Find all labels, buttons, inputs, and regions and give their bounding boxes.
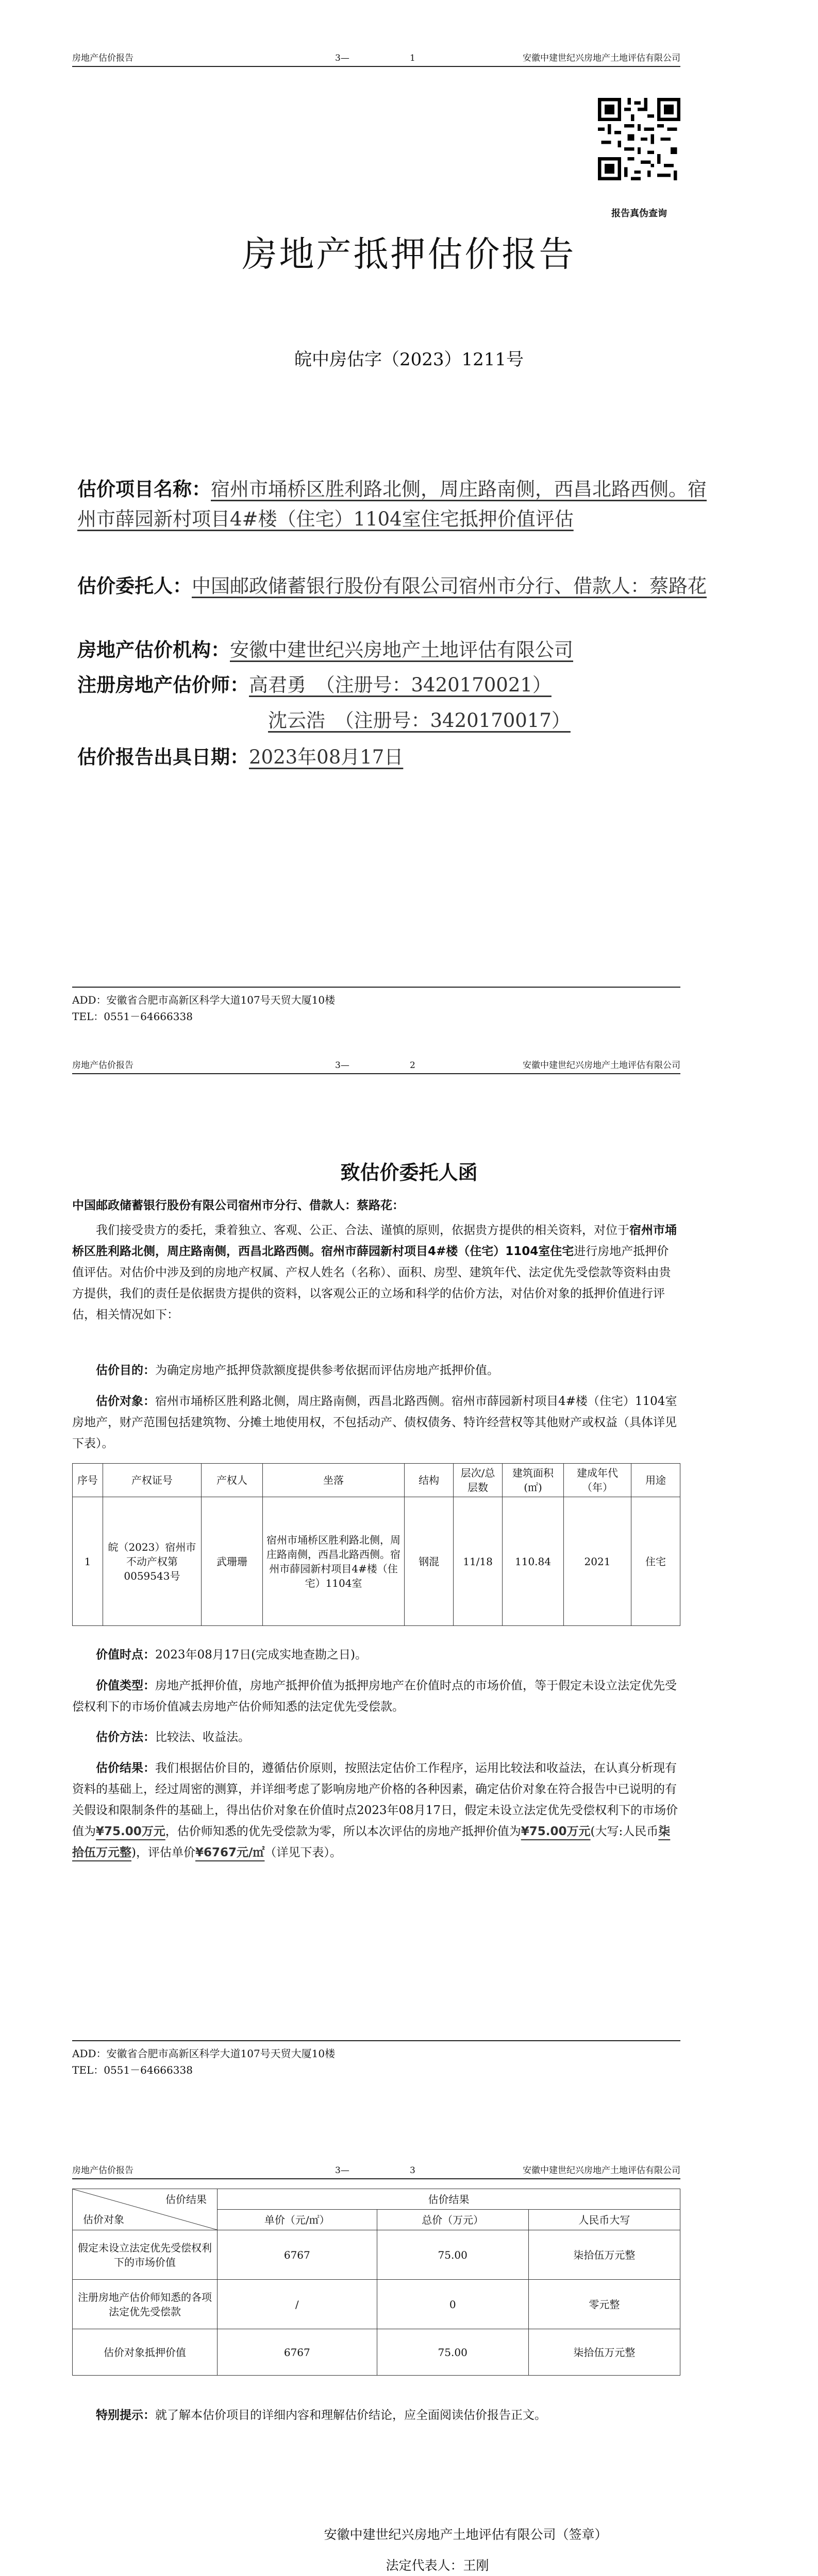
client-row <box>77 571 716 601</box>
company-seal-line: 安徽中建世纪兴房地产土地评估有限公司（签章） <box>324 2527 608 2542</box>
col-header-total: 总价（万元） <box>377 2210 528 2230</box>
corner-result-label: 估价结果 <box>165 2193 207 2206</box>
client-label: 估价委托人： <box>77 574 192 597</box>
issue-date-label: 估价报告出具日期： <box>77 745 249 768</box>
mortgage-value: ¥75.00万元 <box>521 1825 591 1838</box>
page-footer <box>72 987 680 1025</box>
result-text-a: 我们根据估价目的，遵循估价原则，按照法定估价工作程序，运用比较法和收益法，在认真分析现有资料的基础上，经过周密的测算，并详细考虑了影响房地产价格的各种因素，确定估价对象在符合报告中已说明的有关假设和限制条件的基础上，得出估价对象在价值时点2023年08月17日，假定未设立法定优先受偿权利下的市场价值为 <box>72 1761 678 1838</box>
col-header: 层次/总层数 <box>454 1464 503 1497</box>
letter-intro <box>72 1220 680 1326</box>
type-text: 房地产抵押价值，房地产抵押价值为抵押房地产在价值时点的市场价值，等于假定未设立法定优先受偿权利下的市场价值减去房地产估价师知悉的法定优先受偿款。 <box>72 1679 677 1714</box>
result-text-d: )，评估单价 <box>131 1846 195 1859</box>
agency-row <box>77 635 716 665</box>
result-text-c: (大写:人民币 <box>590 1825 659 1838</box>
special-tip-paragraph <box>72 2405 680 2426</box>
col-header-unit: 单价（元/㎡） <box>218 2210 377 2230</box>
col-header-rmb: 人民币大写 <box>528 2210 680 2230</box>
col-header: 产权人 <box>201 1464 262 1497</box>
row-unit: 6767 <box>218 2230 377 2280</box>
page-header <box>72 50 680 67</box>
table-header-row <box>73 1464 680 1497</box>
agency-value: 安徽中建世纪兴房地产土地评估有限公司 <box>230 639 573 661</box>
col-header: 序号 <box>73 1464 103 1497</box>
footer-phone: TEL：0551－64666338 <box>72 2064 193 2076</box>
corner-object-label: 估价对象 <box>83 2213 124 2226</box>
col-header: 建筑面积(㎡) <box>503 1464 564 1497</box>
unit-price: ¥6767元/㎡ <box>195 1846 265 1859</box>
col-header: 产权证号 <box>103 1464 201 1497</box>
date-text: 2023年08月17日(完成实地查勘之日)。 <box>155 1648 368 1662</box>
market-value: ¥75.00万元 <box>96 1825 165 1838</box>
header-right: 安徽中建世纪兴房地产土地评估有限公司 <box>523 1060 680 1071</box>
header-right: 安徽中建世纪兴房地产土地评估有限公司 <box>523 53 680 63</box>
header-mid: 3— <box>335 53 349 63</box>
tip-text: 就了解本估价项目的详细内容和理解估价结论，应全面阅读估价报告正文。 <box>155 2409 546 2422</box>
issue-date-row <box>77 742 716 772</box>
issue-date-value: 2023年08月17日 <box>249 746 404 768</box>
row-total: 75.00 <box>377 2329 528 2376</box>
table-row <box>73 2329 680 2376</box>
purpose-label: 估价目的： <box>96 1364 155 1377</box>
col-group-header: 估价结果 <box>218 2189 680 2210</box>
footer-address: ADD：安徽省合肥市高新区科学大道107号天贸大厦10楼 <box>72 2047 336 2060</box>
page-footer <box>72 2040 680 2078</box>
value-type-paragraph <box>72 1675 680 1718</box>
mortgage-value-words: 柒拾伍万元整 <box>72 1825 671 1859</box>
row-rmb: 柒拾伍万元整 <box>528 2329 680 2376</box>
table-row <box>73 1497 680 1626</box>
result-paragraph <box>72 1758 680 1863</box>
client-value: 中国邮政储蓄银行股份有限公司宿州市分行、借款人：蔡路花 <box>192 575 707 597</box>
result-label: 估价结果： <box>96 1761 155 1775</box>
intro-object: 宿州市埇桥区胜利路北侧，周庄路南侧，西昌北路西侧。宿州市薛园新村项目4#楼（住宅）1104室住宅 <box>72 1224 677 1258</box>
col-header: 建成年代（年） <box>563 1464 631 1497</box>
corner-cell <box>73 2189 218 2230</box>
page-1 <box>0 0 818 1054</box>
valuation-result-table <box>72 2189 680 2376</box>
appraiser-1: 高君勇 （注册号：3420170021） <box>249 674 552 696</box>
project-name-row <box>77 474 716 534</box>
row-rmb: 零元整 <box>528 2280 680 2329</box>
qr-caption: 报告真伪查询 <box>611 208 667 219</box>
col-header: 结构 <box>405 1464 454 1497</box>
cell-use: 住宅 <box>631 1497 680 1626</box>
header-left: 房地产估价报告 <box>72 1060 133 1071</box>
header-page-number: 1 <box>410 53 415 63</box>
cell-no: 1 <box>73 1497 103 1626</box>
legal-representative: 法定代表人：王刚 <box>386 2558 489 2573</box>
appraiser-label: 注册房地产估价师： <box>77 673 249 696</box>
row-name: 假定未设立法定优先受偿权利下的市场价值 <box>73 2230 218 2280</box>
row-unit: / <box>218 2280 377 2329</box>
date-label: 价值时点： <box>96 1648 155 1662</box>
header-page-number: 2 <box>410 1060 415 1071</box>
row-total: 75.00 <box>377 2230 528 2280</box>
method-label: 估价方法： <box>96 1731 155 1744</box>
appraiser-2: 沈云浩 （注册号：3420170017） <box>268 709 571 732</box>
cell-owner: 武珊珊 <box>201 1497 262 1626</box>
project-label: 估价项目名称： <box>77 478 211 500</box>
table-row <box>73 2230 680 2280</box>
appraiser-row <box>77 670 716 700</box>
appraiser-row-2 <box>268 706 680 736</box>
purpose-text: 为确定房地产抵押贷款额度提供参考依据而评估房地产抵押价值。 <box>155 1364 499 1377</box>
value-date-paragraph <box>72 1645 680 1666</box>
object-text: 宿州市埇桥区胜利路北侧，周庄路南侧，西昌北路西侧。宿州市薛园新村项目4#楼（住宅）1104室房地产，财产范围包括建筑物、分摊土地使用权，不包括动产、债权债务、特许经营权等其他财产或权益（具体详见下表）。 <box>72 1395 677 1450</box>
letter-addressee: 中国邮政储蓄银行股份有限公司宿州市分行、借款人：蔡路花： <box>72 1199 404 1212</box>
cell-location: 宿州市埇桥区胜利路北侧，周庄路南侧，西昌北路西侧。宿州市薛园新村项目4#楼（住宅）1104室 <box>262 1497 404 1626</box>
method-paragraph <box>72 1727 680 1748</box>
header-left: 房地产估价报告 <box>72 2165 133 2176</box>
property-table <box>72 1463 680 1626</box>
row-unit: 6767 <box>218 2329 377 2376</box>
type-label: 价值类型： <box>96 1679 155 1692</box>
header-page-number: 3 <box>410 2165 415 2176</box>
table-row <box>73 2280 680 2329</box>
result-text-e: （详见下表）。 <box>264 1846 342 1859</box>
qr-code-icon[interactable] <box>598 98 680 180</box>
object-paragraph <box>72 1391 680 1454</box>
col-header: 用途 <box>631 1464 680 1497</box>
cell-floors: 11/18 <box>454 1497 503 1626</box>
report-title: 房地产抵押估价报告 <box>242 234 576 275</box>
cell-structure: 钢混 <box>405 1497 454 1626</box>
row-name: 注册房地产估价师知悉的各项法定优先受偿款 <box>73 2280 218 2329</box>
project-value: 宿州市埇桥区胜利路北侧，周庄路南侧，西昌北路西侧。宿州市薛园新村项目4#楼（住宅）1104室住宅抵押价值评估 <box>77 478 707 530</box>
header-left: 房地产估价报告 <box>72 53 133 63</box>
row-rmb: 柒拾伍万元整 <box>528 2230 680 2280</box>
header-mid: 3— <box>335 1060 349 1071</box>
page-header <box>72 2163 680 2179</box>
header-mid: 3— <box>335 2165 349 2176</box>
document-number: 皖中房估字（2023）1211号 <box>294 349 524 370</box>
header-right: 安徽中建世纪兴房地产土地评估有限公司 <box>523 2165 680 2176</box>
table-header-row <box>73 2189 680 2210</box>
result-text-b: ，估价师知悉的优先受偿款为零，所以本次评估的房地产抵押价值为 <box>165 1825 521 1838</box>
col-header: 坐落 <box>262 1464 404 1497</box>
method-text: 比较法、收益法。 <box>155 1731 250 1744</box>
letter-title: 致估价委托人函 <box>340 1161 478 1184</box>
page-header <box>72 1058 680 1074</box>
row-name: 估价对象抵押价值 <box>73 2329 218 2376</box>
footer-address: ADD：安徽省合肥市高新区科学大道107号天贸大厦10楼 <box>72 994 336 1006</box>
cell-area: 110.84 <box>503 1497 564 1626</box>
tip-label: 特别提示： <box>96 2409 155 2422</box>
intro-text-a: 我们接受贵方的委托，秉着独立、客观、公正、合法、谨慎的原则，依据贵方提供的相关资料，对位于 <box>96 1224 629 1237</box>
cell-year: 2021 <box>563 1497 631 1626</box>
purpose-paragraph <box>72 1360 680 1381</box>
cell-cert: 皖（2023）宿州市不动产权第0059543号 <box>103 1497 201 1626</box>
row-total: 0 <box>377 2280 528 2329</box>
agency-label: 房地产估价机构： <box>77 638 230 661</box>
intro-text-c: 进行房地产抵押价值评估。对估价中涉及到的房地产权属、产权人姓名（名称）、面积、房型、建筑年代、法定优先受偿款等资料由贵方提供，我们的责任是依据贵方提供的资料，以客观公正的立场和科学的估价方法，对估价对象的抵押价值进行评估，相关情况如下： <box>72 1245 671 1321</box>
footer-phone: TEL：0551－64666338 <box>72 1010 193 1023</box>
object-label: 估价对象： <box>96 1395 155 1408</box>
